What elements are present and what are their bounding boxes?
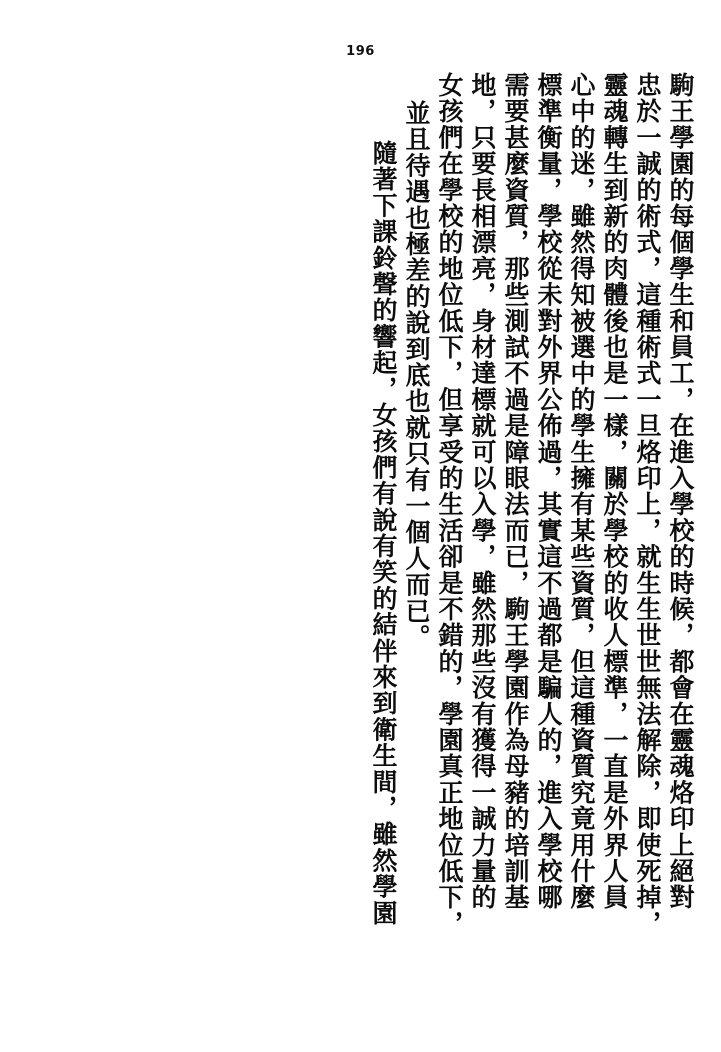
- text-column: 地，只要長相漂亮，身材達標就可以入學，雖然那些沒有獲得一誠力量的: [468, 72, 497, 911]
- text-column: 駒王學園的每個學生和員工，在進入學校的時候，都會在靈魂烙印上絕對: [666, 72, 695, 911]
- page-number: 196: [346, 44, 375, 59]
- text-column: 靈魂轉生到新的肉體後也是一樣，關於學校的收人標準，一直是外界人員: [600, 72, 629, 911]
- text-column: 女孩們在學校的地位低下，但享受的生活卻是不錯的，學園真正地位低下，: [435, 72, 464, 937]
- text-column: 隨著下課鈴聲的響起，女孩們有說有笑的結伴來到衛生間，雖然學園: [369, 140, 398, 926]
- text-column: 忠於一誠的術式，這種術式一旦烙印上，就生生世世無法解除，即使死掉，: [633, 72, 662, 937]
- text-column: 心中的迷，雖然得知被選中的學生擁有某些資質，但這種資質究竟用什麼: [567, 72, 596, 911]
- text-column: 標準衡量，學校從未對外界公佈過，其實這不過都是騙人的，進入學校哪: [534, 72, 563, 911]
- body-text-block: [30, 72, 693, 984]
- text-column: 需要甚麼資質，那些測試不過是障眼法而已，駒王學園作為母豬的培訓基: [501, 72, 530, 911]
- text-column: 並且待遇也極差的說到底也就只有一個人而已。: [402, 100, 431, 651]
